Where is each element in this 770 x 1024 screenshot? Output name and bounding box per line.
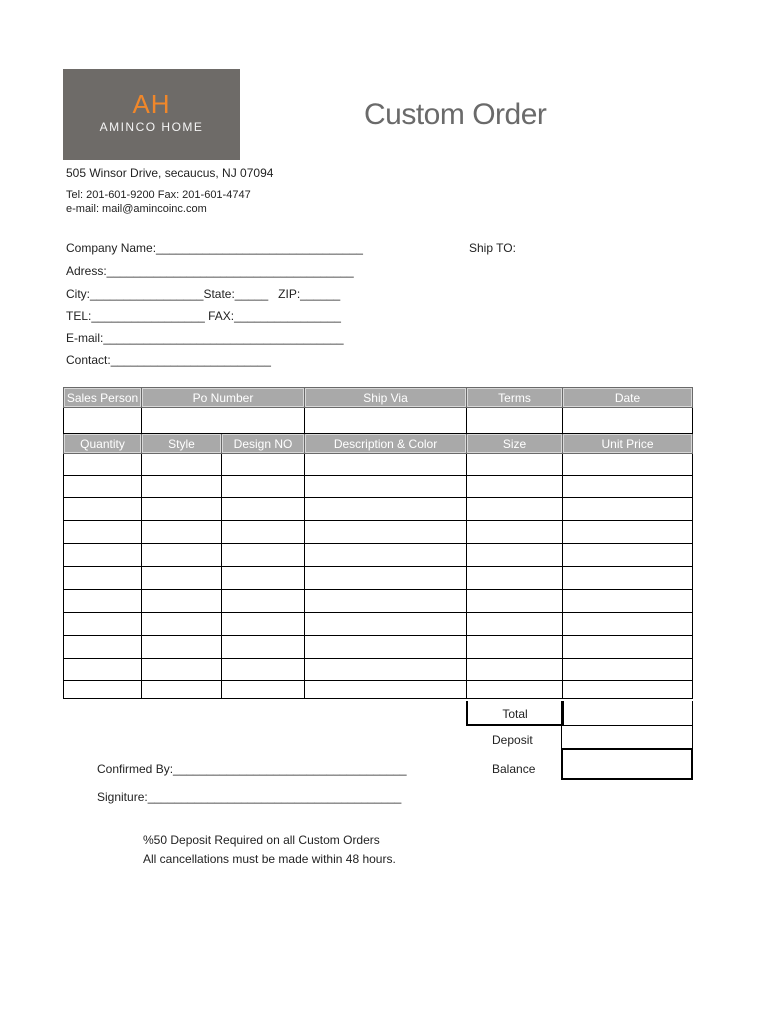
logo-mark: AH — [132, 89, 171, 119]
email-field[interactable]: E-mail:____________________________________ — [66, 331, 344, 345]
item-cell[interactable] — [305, 636, 467, 659]
header-design-no: Design NO — [222, 434, 305, 454]
item-cell[interactable] — [64, 454, 142, 476]
deposit-value-cell[interactable] — [561, 725, 693, 749]
header-terms: Terms — [467, 388, 563, 408]
logo-name: AMINCO HOME — [99, 120, 204, 134]
table-row — [64, 636, 693, 659]
header-date: Date — [563, 388, 693, 408]
company-address: 505 Winsor Drive, secaucus, NJ 07094 — [66, 166, 274, 180]
item-cell[interactable] — [467, 567, 563, 590]
items-header-row — [64, 434, 693, 454]
item-cell[interactable] — [467, 544, 563, 567]
item-cell[interactable] — [64, 567, 142, 590]
item-cell[interactable] — [467, 613, 563, 636]
order-header-row — [64, 388, 693, 408]
date-cell[interactable] — [563, 408, 693, 434]
page-title: Custom Order — [364, 98, 547, 131]
item-cell[interactable] — [467, 476, 563, 498]
item-cell[interactable] — [222, 454, 305, 476]
item-cell[interactable] — [64, 498, 142, 521]
item-cell[interactable] — [467, 590, 563, 613]
table-row — [64, 613, 693, 636]
item-cell[interactable] — [142, 659, 222, 681]
header-size: Size — [467, 434, 563, 454]
item-cell[interactable] — [563, 567, 693, 590]
item-cell[interactable] — [563, 521, 693, 544]
item-cell[interactable] — [142, 476, 222, 498]
contact-field[interactable]: Contact:________________________ — [66, 353, 271, 367]
company-phone-fax: Tel: 201-601-9200 Fax: 201-601-4747 — [66, 189, 251, 201]
company-contact — [66, 188, 251, 216]
company-email: e-mail: mail@amincoinc.com — [66, 203, 207, 215]
sales-person-cell[interactable] — [64, 408, 142, 434]
city-state-zip-field[interactable]: City:_________________State:_____ ZIP:______ — [66, 287, 341, 301]
header-sales-person: Sales Person — [64, 388, 142, 408]
item-cell[interactable] — [142, 681, 222, 699]
company-logo — [63, 69, 240, 160]
signature-field[interactable]: Signiture:______________________________________ — [97, 790, 402, 804]
item-cell[interactable] — [305, 498, 467, 521]
balance-value-cell[interactable] — [561, 748, 693, 780]
item-cell[interactable] — [563, 454, 693, 476]
item-cell[interactable] — [142, 544, 222, 567]
item-cell[interactable] — [142, 567, 222, 590]
balance-label: Balance — [492, 762, 536, 776]
item-cell[interactable] — [142, 454, 222, 476]
item-cell[interactable] — [305, 567, 467, 590]
header-ship-via: Ship Via — [305, 388, 467, 408]
item-cell[interactable] — [563, 681, 693, 699]
po-number-cell[interactable] — [142, 408, 305, 434]
item-cell[interactable] — [563, 613, 693, 636]
table-row — [64, 521, 693, 544]
item-rows — [64, 454, 693, 699]
item-cell[interactable] — [563, 498, 693, 521]
item-cell[interactable] — [142, 498, 222, 521]
table-row — [64, 567, 693, 590]
tel-fax-field[interactable]: TEL:_________________ FAX:________________ — [66, 309, 341, 323]
table-row — [64, 498, 693, 521]
item-cell[interactable] — [64, 521, 142, 544]
item-cell[interactable] — [64, 613, 142, 636]
item-cell[interactable] — [305, 590, 467, 613]
table-row — [64, 454, 693, 476]
item-cell[interactable] — [64, 476, 142, 498]
deposit-label: Deposit — [492, 733, 533, 747]
table-row — [64, 681, 693, 699]
address-field[interactable]: Adress:_____________________________________ — [66, 264, 354, 278]
item-cell[interactable] — [222, 681, 305, 699]
item-cell[interactable] — [142, 521, 222, 544]
table-row — [64, 659, 693, 681]
company-name-field[interactable]: Company Name:_______________________________ — [66, 241, 363, 255]
item-cell[interactable] — [222, 659, 305, 681]
item-cell[interactable] — [467, 681, 563, 699]
item-cell[interactable] — [64, 681, 142, 699]
item-cell[interactable] — [222, 521, 305, 544]
order-table — [63, 387, 693, 699]
item-cell[interactable] — [563, 544, 693, 567]
item-cell[interactable] — [222, 590, 305, 613]
item-cell[interactable] — [305, 476, 467, 498]
item-cell[interactable] — [222, 613, 305, 636]
item-cell[interactable] — [64, 590, 142, 613]
item-cell[interactable] — [563, 636, 693, 659]
item-cell[interactable] — [142, 613, 222, 636]
terms-cell[interactable] — [467, 408, 563, 434]
item-cell[interactable] — [222, 544, 305, 567]
header-style: Style — [142, 434, 222, 454]
header-description-color: Description & Color — [305, 434, 467, 454]
item-cell[interactable] — [563, 476, 693, 498]
header-po-number: Po Number — [142, 388, 305, 408]
item-cell[interactable] — [64, 659, 142, 681]
order-entry-row — [64, 408, 693, 434]
table-row — [64, 590, 693, 613]
confirmed-by-field[interactable]: Confirmed By:___________________________________ — [97, 762, 407, 776]
item-cell[interactable] — [467, 636, 563, 659]
header-unit-price: Unit Price — [563, 434, 693, 454]
total-value-cell[interactable] — [561, 701, 693, 726]
item-cell[interactable] — [467, 659, 563, 681]
item-cell[interactable] — [305, 454, 467, 476]
item-cell[interactable] — [222, 636, 305, 659]
item-cell[interactable] — [222, 476, 305, 498]
total-label: Total — [466, 701, 564, 726]
item-cell[interactable] — [305, 544, 467, 567]
item-cell[interactable] — [305, 659, 467, 681]
item-cell[interactable] — [467, 498, 563, 521]
item-cell[interactable] — [142, 636, 222, 659]
item-cell[interactable] — [467, 521, 563, 544]
cancellation-note: All cancellations must be made within 48 hours. — [143, 852, 396, 866]
item-cell[interactable] — [563, 590, 693, 613]
table-row — [64, 544, 693, 567]
item-cell[interactable] — [64, 544, 142, 567]
header-quantity: Quantity — [64, 434, 142, 454]
item-cell[interactable] — [142, 590, 222, 613]
table-row — [64, 476, 693, 498]
item-cell[interactable] — [563, 659, 693, 681]
ship-to-label: Ship TO: — [469, 241, 516, 255]
item-cell[interactable] — [222, 567, 305, 590]
item-cell[interactable] — [305, 521, 467, 544]
item-cell[interactable] — [467, 454, 563, 476]
item-cell[interactable] — [305, 681, 467, 699]
item-cell[interactable] — [222, 498, 305, 521]
item-cell[interactable] — [64, 636, 142, 659]
ship-via-cell[interactable] — [305, 408, 467, 434]
item-cell[interactable] — [305, 613, 467, 636]
deposit-note: %50 Deposit Required on all Custom Orders — [143, 833, 380, 847]
